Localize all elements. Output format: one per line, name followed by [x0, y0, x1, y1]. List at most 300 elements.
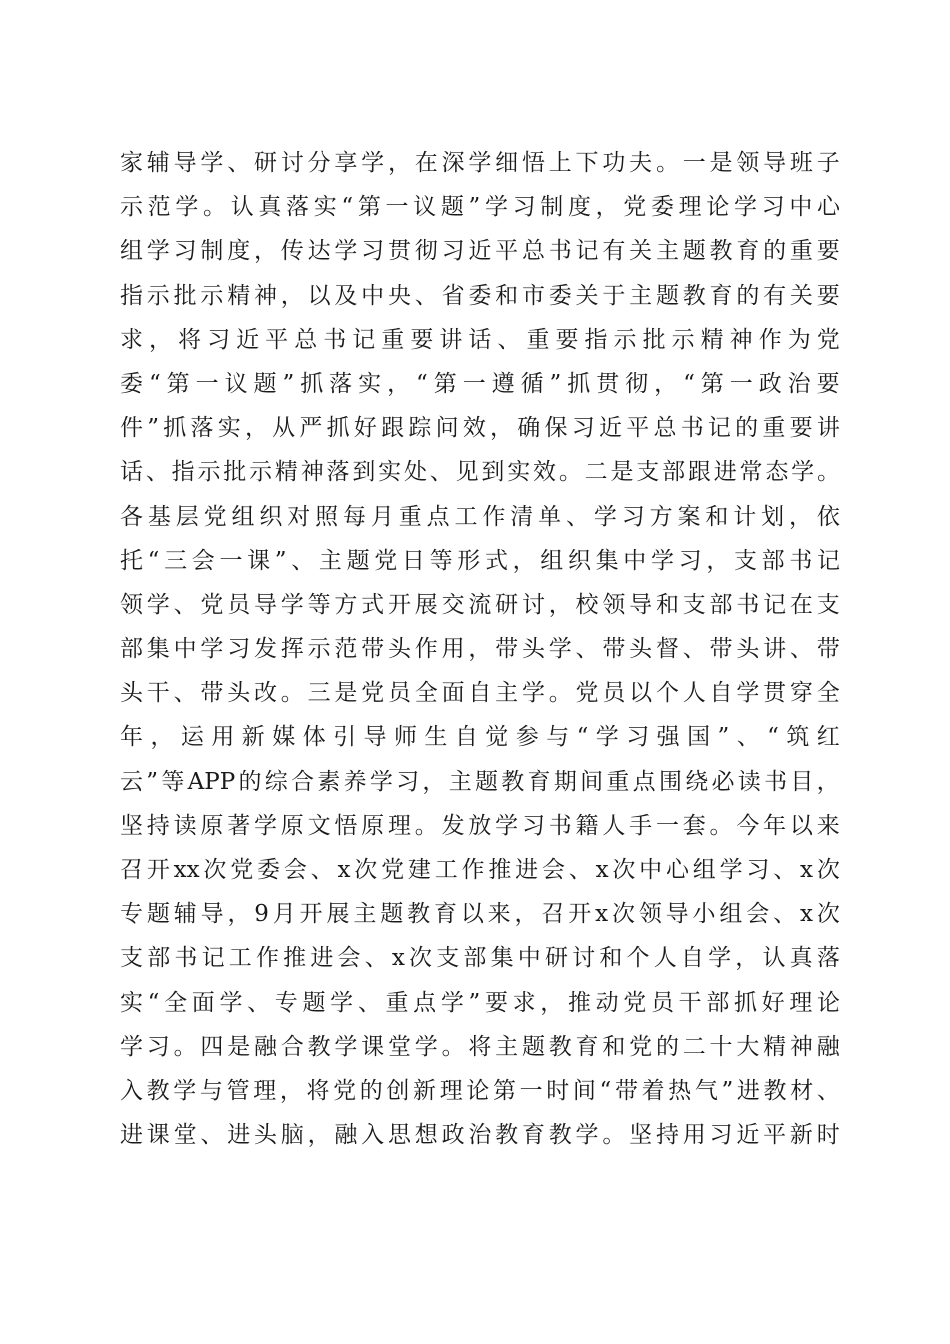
text-glyph: 照: [315, 503, 339, 530]
text-glyph: 记: [817, 547, 840, 574]
text-glyph: 面: [441, 680, 465, 707]
text-glyph: 。: [441, 1033, 465, 1060]
text-glyph: 到: [352, 459, 376, 486]
text-glyph: 持: [146, 812, 170, 839]
text-glyph: 与: [199, 1077, 223, 1104]
text-glyph: 、: [227, 150, 251, 176]
text-glyph: 式: [484, 547, 508, 574]
text-glyph: 方: [334, 591, 358, 618]
text-glyph: 合: [291, 768, 315, 795]
text-glyph: 学: [219, 989, 243, 1016]
text-glyph: 进: [736, 1077, 760, 1104]
text-glyph: 召: [120, 857, 143, 883]
text-glyph: 育: [575, 1033, 599, 1060]
text-glyph: 及: [334, 282, 358, 309]
text-glyph: 个: [655, 680, 679, 707]
text-glyph: ，: [654, 370, 678, 397]
text-glyph: 带: [602, 636, 626, 663]
text-glyph: ，: [244, 415, 268, 442]
text-glyph: 要: [789, 415, 813, 442]
text-glyph: 细: [495, 150, 519, 176]
text-glyph: 学: [414, 1033, 438, 1060]
text-glyph: 生: [424, 724, 448, 751]
text-glyph: 中: [623, 547, 647, 574]
text-glyph: 效: [462, 415, 486, 442]
text-glyph: 带: [709, 636, 733, 663]
text-glyph: 近: [236, 326, 260, 353]
text-glyph: x: [799, 901, 813, 928]
text-glyph: 交: [441, 591, 465, 618]
text-glyph: 学: [334, 1033, 358, 1060]
text-glyph: 中: [639, 857, 663, 883]
text-glyph: 抓: [326, 415, 350, 442]
text-glyph: 、: [566, 503, 589, 530]
text-glyph: 依: [816, 503, 840, 530]
text-glyph: 。: [548, 680, 572, 707]
text-glyph: 、: [736, 724, 760, 751]
text-glyph: ”: [274, 547, 287, 574]
text-glyph: 筑: [786, 724, 810, 751]
text-glyph: 第: [357, 194, 381, 221]
text-glyph: 自: [454, 724, 478, 751]
text-glyph: 新: [241, 724, 265, 751]
text-glyph: 学: [719, 857, 743, 883]
text-glyph: 和: [602, 1033, 626, 1060]
text-glyph: ”: [549, 370, 562, 397]
text-glyph: 学: [200, 150, 224, 176]
text-glyph: 落: [286, 194, 310, 221]
text-glyph: 示: [307, 636, 331, 663]
text-glyph: 好: [761, 989, 785, 1016]
text-glyph: 媒: [272, 724, 296, 751]
text-glyph: 以: [629, 680, 653, 707]
text-glyph: 工: [454, 503, 478, 530]
text-glyph: 真: [258, 194, 282, 221]
text-glyph: 求: [512, 989, 536, 1016]
text-glyph: 、: [357, 989, 381, 1016]
text-glyph: 委: [257, 857, 281, 883]
text-glyph: 导: [763, 150, 787, 176]
text-glyph: 好: [353, 415, 377, 442]
text-glyph: 党: [230, 857, 254, 883]
text-glyph: 人: [602, 812, 626, 839]
text-glyph: 一: [385, 194, 409, 221]
text-glyph: 学: [521, 680, 545, 707]
text-glyph: 第: [166, 370, 190, 397]
text-glyph: 个: [626, 945, 650, 972]
text-glyph: 保: [544, 415, 568, 442]
text-glyph: 学: [175, 194, 199, 221]
text-glyph: 想: [414, 1122, 438, 1149]
text-glyph: 二: [584, 459, 608, 486]
text-glyph: 支: [682, 591, 706, 618]
text-line: [120, 1113, 840, 1157]
text-glyph: 课: [146, 1122, 170, 1149]
text-glyph: 进: [713, 459, 737, 486]
text-glyph: “: [599, 1077, 612, 1104]
text-glyph: 习: [626, 724, 650, 751]
text-glyph: 神: [253, 282, 277, 309]
text-glyph: 要: [484, 989, 508, 1016]
text-glyph: 理: [789, 989, 813, 1016]
text-glyph: 重: [398, 503, 422, 530]
text-glyph: 用: [682, 1122, 706, 1149]
text-glyph: 。: [602, 1122, 626, 1149]
text-glyph: 学: [495, 812, 519, 839]
text-glyph: 工: [228, 945, 252, 972]
text-glyph: 议: [413, 194, 437, 221]
text-glyph: ，: [789, 503, 812, 530]
text-glyph: 效: [533, 459, 556, 486]
text-glyph: 导: [363, 724, 387, 751]
text-glyph: 书: [680, 415, 704, 442]
text-glyph: 、: [200, 1122, 224, 1149]
text-glyph: 年: [120, 724, 143, 751]
text-glyph: x: [595, 857, 609, 883]
text-glyph: 、: [291, 547, 315, 574]
text-glyph: 党: [816, 326, 840, 353]
text-glyph: 月: [370, 503, 394, 530]
text-glyph: 第: [700, 370, 724, 397]
text-glyph: 习: [396, 768, 420, 795]
text-glyph: 书: [323, 326, 347, 353]
text-glyph: 作: [482, 503, 506, 530]
text-glyph: 书: [789, 547, 813, 574]
text-glyph: 书: [736, 591, 760, 618]
text-glyph: 对: [287, 503, 311, 530]
text-glyph: 将: [306, 1077, 330, 1104]
text-glyph: 学: [361, 150, 385, 176]
text-glyph: 主: [655, 238, 679, 265]
text-line: [120, 981, 840, 1025]
text-glyph: 下: [575, 150, 599, 176]
text-line: [120, 141, 840, 185]
text-glyph: 部: [120, 636, 143, 663]
text-glyph: 时: [546, 1077, 570, 1104]
text-glyph: 习: [441, 238, 465, 265]
text-glyph: “: [767, 724, 779, 751]
text-glyph: 有: [602, 238, 626, 265]
text-glyph: 集: [490, 945, 514, 972]
text-glyph: 入: [120, 1077, 143, 1104]
text-glyph: 月: [272, 901, 296, 928]
text-glyph: ”: [468, 194, 481, 221]
text-glyph: 总: [521, 238, 545, 265]
text-glyph: 入: [361, 1122, 385, 1149]
text-glyph: 要: [816, 370, 840, 397]
text-glyph: 教: [548, 1033, 572, 1060]
text-glyph: 平: [763, 1122, 787, 1149]
text-glyph: 目: [790, 768, 814, 795]
text-glyph: 度: [567, 194, 591, 221]
text-glyph: 次: [409, 945, 433, 972]
text-glyph: 市: [521, 282, 545, 309]
text-glyph: 。: [414, 812, 438, 839]
text-glyph: 习: [621, 503, 645, 530]
text-glyph: 师: [393, 724, 417, 751]
text-glyph: 等: [429, 547, 453, 574]
text-glyph: 学: [593, 503, 617, 530]
text-glyph: 贯: [763, 680, 787, 707]
text-glyph: 彻: [625, 370, 649, 397]
text-glyph: 题: [146, 901, 170, 928]
text-glyph: 点: [426, 503, 450, 530]
text-glyph: 心: [665, 857, 689, 883]
text-glyph: 确: [517, 415, 541, 442]
text-glyph: 专: [274, 989, 298, 1016]
text-glyph: 到: [481, 459, 505, 486]
text-glyph: 改: [253, 680, 277, 707]
text-glyph: 上: [548, 150, 572, 176]
text-glyph: 期: [553, 768, 577, 795]
text-glyph: 课: [361, 1033, 385, 1060]
text-glyph: 一: [195, 370, 219, 397]
text-glyph: ”: [717, 724, 730, 751]
text-glyph: 督: [655, 636, 679, 663]
text-glyph: 党: [381, 857, 405, 883]
text-glyph: 将: [178, 326, 202, 353]
text-glyph: 学: [595, 724, 619, 751]
text-glyph: 发: [253, 636, 277, 663]
text-glyph: 建: [407, 857, 431, 883]
text-glyph: 每: [343, 503, 366, 530]
text-glyph: 小: [692, 901, 716, 928]
text-glyph: 基: [147, 503, 171, 530]
text-glyph: 、: [364, 945, 388, 972]
text-glyph: 平: [265, 326, 289, 353]
text-glyph: 次: [203, 857, 227, 883]
text-glyph: 家: [120, 150, 143, 176]
text-glyph: 养: [343, 768, 367, 795]
text-glyph: 支: [816, 591, 840, 618]
text-glyph: 全: [816, 680, 840, 707]
text-glyph: 批: [223, 459, 247, 486]
text-glyph: 支: [733, 547, 757, 574]
text-glyph: 校: [575, 591, 599, 618]
text-glyph: 政: [758, 370, 782, 397]
text-glyph: 的: [736, 282, 760, 309]
text-glyph: 记: [575, 238, 599, 265]
text-glyph: 发: [441, 812, 465, 839]
text-glyph: 挥: [280, 636, 304, 663]
text-glyph: 落: [326, 459, 350, 486]
text-glyph: 示: [146, 282, 170, 309]
text-glyph: 。: [558, 459, 582, 486]
text-glyph: 导: [629, 591, 653, 618]
text-glyph: 进: [515, 857, 539, 883]
text-glyph: 委: [548, 282, 572, 309]
text-glyph: 组: [719, 901, 743, 928]
text-glyph: 神: [729, 326, 753, 353]
text-glyph: 重: [385, 989, 409, 1016]
text-glyph: 、: [497, 326, 521, 353]
text-glyph: 于: [602, 282, 626, 309]
text-line: [120, 539, 840, 583]
text-glyph: 要: [816, 238, 840, 265]
text-glyph: 、: [568, 857, 592, 883]
text-line: [120, 185, 840, 229]
text-glyph: 会: [283, 857, 307, 883]
text-glyph: 书: [174, 945, 198, 972]
text-glyph: 要: [555, 326, 579, 353]
text-glyph: 达: [307, 238, 331, 265]
text-glyph: 常: [739, 459, 763, 486]
text-glyph: 计: [733, 503, 757, 530]
text-glyph: 二: [682, 1033, 706, 1060]
text-glyph: 彻: [414, 238, 438, 265]
text-glyph: 教: [709, 238, 733, 265]
text-glyph: 指: [584, 326, 608, 353]
text-glyph: 在: [789, 591, 813, 618]
text-glyph: 近: [598, 415, 622, 442]
text-glyph: 要: [816, 282, 840, 309]
text-glyph: 循: [520, 370, 544, 397]
text-glyph: 织: [259, 503, 283, 530]
text-glyph: 支: [636, 459, 660, 486]
text-glyph: 习: [709, 1122, 733, 1149]
text-glyph: 红: [816, 724, 840, 751]
text-glyph: 制: [540, 194, 564, 221]
text-glyph: ，: [512, 547, 536, 574]
text-glyph: 围: [658, 768, 682, 795]
text-glyph: 原: [200, 812, 224, 839]
text-glyph: 体: [302, 724, 326, 751]
text-glyph: 党: [361, 680, 385, 707]
text-glyph: 坚: [629, 1122, 653, 1149]
text-glyph: 中: [361, 282, 385, 309]
text-glyph: 全: [414, 680, 438, 707]
text-glyph: 题: [521, 1033, 545, 1060]
text-glyph: 和: [705, 503, 729, 530]
text-glyph: 学: [548, 636, 572, 663]
text-glyph: 教: [495, 1122, 519, 1149]
text-glyph: 、: [816, 1077, 840, 1104]
text-glyph: 教: [548, 1122, 572, 1149]
text-glyph: ，: [280, 282, 304, 309]
text-glyph: 学: [440, 989, 464, 1016]
text-glyph: 托: [120, 547, 143, 574]
text-glyph: 党: [203, 503, 227, 530]
text-glyph: 导: [200, 901, 224, 928]
text-glyph: 会: [541, 857, 565, 883]
text-glyph: 头: [521, 636, 545, 663]
text-glyph: 题: [440, 194, 464, 221]
text-glyph: 习: [571, 415, 595, 442]
text-glyph: 以: [307, 282, 331, 309]
text-glyph: 开: [387, 591, 411, 618]
text-glyph: 神: [300, 459, 324, 486]
text-glyph: 、: [145, 459, 169, 486]
text-line: [120, 274, 840, 318]
text-glyph: 支: [436, 945, 460, 972]
text-glyph: 开: [568, 901, 592, 928]
text-glyph: 间: [572, 1077, 596, 1104]
text-glyph: 。: [709, 812, 733, 839]
text-glyph: 热: [668, 1077, 692, 1104]
text-glyph: 组: [231, 503, 255, 530]
text-glyph: 组: [540, 547, 564, 574]
text-glyph: ，: [540, 989, 564, 1016]
text-glyph: 中: [173, 636, 197, 663]
text-glyph: 重: [526, 326, 550, 353]
text-line: [120, 229, 840, 273]
text-glyph: 部: [147, 945, 171, 972]
text-glyph: 重: [789, 238, 813, 265]
text-glyph: 享: [334, 150, 358, 176]
text-glyph: 十: [709, 1033, 733, 1060]
text-glyph: 示: [613, 326, 637, 353]
text-glyph: 话: [120, 459, 143, 486]
text-glyph: 干: [146, 680, 170, 707]
text-glyph: 悟: [521, 150, 545, 176]
text-glyph: 学: [791, 459, 815, 486]
text-glyph: 。: [816, 459, 840, 486]
text-glyph: 治: [787, 370, 811, 397]
text-glyph: 头: [253, 1122, 277, 1149]
text-glyph: 跟: [381, 415, 405, 442]
text-glyph: 平: [626, 415, 650, 442]
text-glyph: 教: [307, 1033, 331, 1060]
text-glyph: 组: [120, 238, 143, 265]
text-glyph: 精: [763, 1033, 787, 1060]
text-glyph: 跟: [687, 459, 711, 486]
text-glyph: 清: [510, 503, 534, 530]
text-glyph: 抓: [163, 415, 187, 442]
text-glyph: 会: [746, 901, 770, 928]
text-glyph: 教: [682, 282, 706, 309]
text-glyph: “: [416, 370, 428, 397]
text-glyph: 工: [434, 857, 458, 883]
text-glyph: 。: [280, 680, 304, 707]
text-glyph: 云: [120, 768, 143, 795]
text-glyph: 记: [763, 591, 787, 618]
text-glyph: 精: [700, 326, 724, 353]
text-glyph: APP: [187, 768, 236, 795]
text-glyph: 创: [386, 1077, 410, 1104]
text-glyph: 学: [146, 238, 170, 265]
text-line: [120, 406, 840, 450]
text-glyph: 导: [665, 901, 689, 928]
text-glyph: ，: [387, 370, 411, 397]
text-glyph: 参: [515, 724, 539, 751]
text-glyph: 今: [736, 812, 760, 839]
text-glyph: 题: [253, 370, 277, 397]
text-glyph: 人: [653, 945, 677, 972]
text-glyph: 和: [495, 282, 519, 309]
text-glyph: ，: [548, 591, 572, 618]
text-glyph: ，: [735, 945, 759, 972]
text-glyph: ，: [816, 768, 840, 795]
text-glyph: 部: [709, 591, 733, 618]
text-glyph: 的: [655, 1033, 679, 1060]
text-glyph: 展: [326, 901, 350, 928]
text-glyph: 要: [410, 326, 434, 353]
text-glyph: 落: [190, 415, 214, 442]
text-glyph: 支: [120, 945, 143, 972]
text-glyph: ，: [595, 194, 619, 221]
text-glyph: 次: [354, 857, 378, 883]
text-glyph: 理: [439, 1077, 463, 1104]
text-glyph: 学: [733, 194, 757, 221]
text-glyph: 文: [307, 812, 331, 839]
text-glyph: 动: [595, 989, 619, 1016]
text-glyph: 抓: [567, 370, 591, 397]
text-glyph: 讲: [816, 415, 840, 442]
text-glyph: 记: [352, 326, 376, 353]
text-glyph: 员: [227, 591, 251, 618]
text-glyph: 导: [253, 591, 277, 618]
text-glyph: ”: [468, 989, 481, 1016]
